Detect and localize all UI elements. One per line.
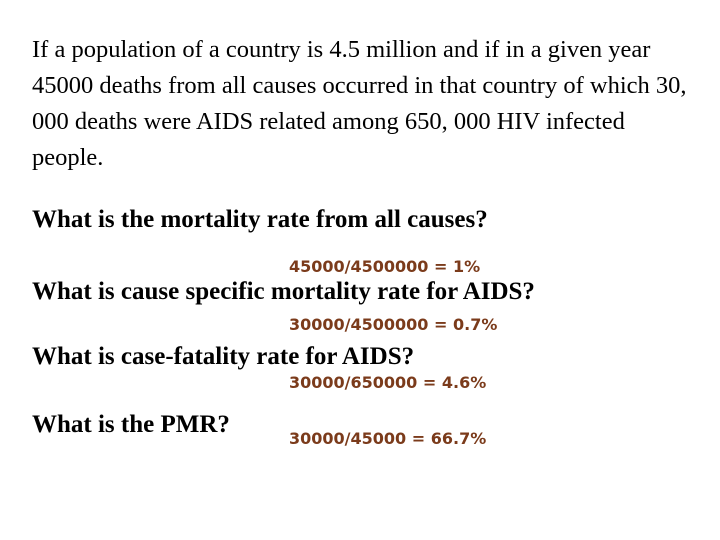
- question-pmr: What is the PMR?: [32, 411, 230, 438]
- question-cause-specific-mortality: What is cause specific mortality rate for AIDS?: [32, 278, 535, 305]
- question-all-cause-mortality: What is the mortality rate from all causes?: [32, 206, 488, 233]
- answer-all-cause-mortality: 45000/4500000 = 1%: [289, 257, 481, 276]
- answer-case-fatality-rate: 30000/650000 = 4.6%: [289, 373, 487, 392]
- answer-pmr: 30000/45000 = 66.7%: [289, 429, 487, 448]
- answer-cause-specific-mortality: 30000/4500000 = 0.7%: [289, 315, 498, 334]
- problem-statement: If a population of a country is 4.5 million and if in a given year 45000 deaths from all causes occurred in that country of which 30, 000 deaths were AIDS related among 650, 000 HIV infected people.: [32, 36, 687, 171]
- question-case-fatality-rate: What is case-fatality rate for AIDS?: [32, 343, 415, 370]
